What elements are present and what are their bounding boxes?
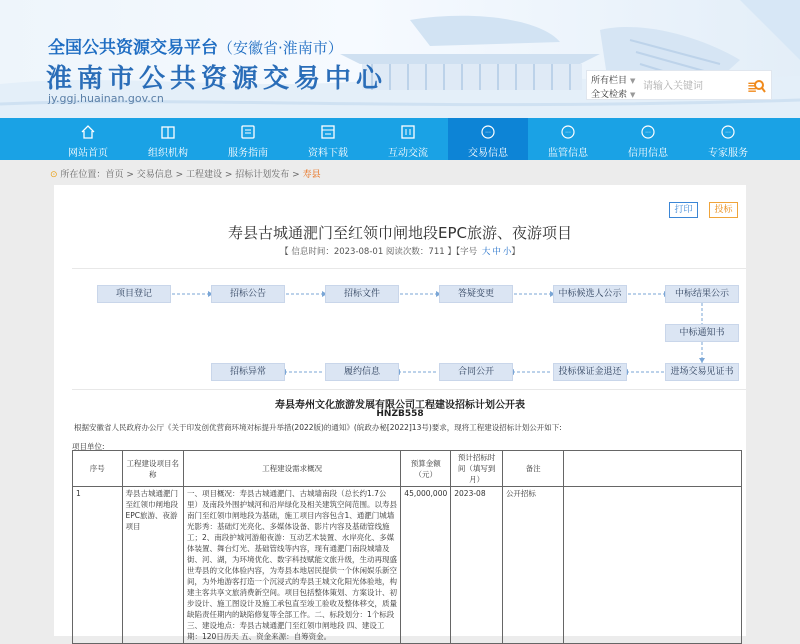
flow-step-witness-cert[interactable]: 进场交易见证书	[665, 363, 739, 381]
nav-label: 组织机构	[148, 148, 188, 159]
platform-title	[48, 33, 343, 58]
nav-label: 资料下载	[308, 148, 348, 159]
nav-label: 信用信息	[628, 148, 668, 159]
search-input[interactable]	[643, 77, 743, 95]
breadcrumb-link-home[interactable]: 首页	[105, 170, 124, 180]
bid-button[interactable]: 投标	[709, 202, 738, 218]
nav-item-trade-info[interactable]	[448, 118, 528, 160]
chevron-down-icon: ▼	[630, 91, 636, 99]
search-button[interactable]	[744, 74, 768, 98]
center-name: 淮南市公共资源交易中心	[46, 64, 388, 94]
project-unit-label: 项目单位:	[72, 442, 105, 451]
home-icon	[80, 124, 96, 140]
flow-step-registration[interactable]: 项目登记	[97, 285, 171, 303]
guide-icon	[240, 124, 256, 140]
cell-empty	[564, 487, 742, 644]
nav-label: 交易信息	[468, 148, 508, 159]
meta-info: 【 信息时间：2023-08-01 阅读次数：711 】【字号	[280, 247, 478, 257]
nav-item-download[interactable]	[288, 118, 368, 160]
nav-item-guide[interactable]	[208, 118, 288, 160]
cell-amount: 45,000,000	[401, 487, 451, 644]
nav-item-supervision[interactable]	[528, 118, 608, 160]
chevron-down-icon: ▼	[630, 77, 636, 85]
breadcrumb	[50, 167, 321, 180]
nav-label: 网站首页	[68, 148, 108, 159]
breadcrumb-link-trade-info[interactable]: 交易信息	[136, 170, 173, 180]
search-mode-select[interactable]	[591, 87, 635, 100]
flow-step-qa-change[interactable]: 答疑变更	[439, 285, 513, 303]
svg-text:···: ···	[485, 129, 491, 137]
supervision-icon	[560, 124, 576, 140]
cell-name: 寿县古城通淝门至红领巾闸地段EPC旅游、夜游项目	[122, 487, 183, 644]
search-box	[586, 70, 772, 100]
credit-icon	[640, 124, 656, 140]
font-size-medium[interactable]: 中	[492, 247, 501, 257]
column-header-empty	[564, 451, 742, 487]
flow-step-contract[interactable]: 合同公开	[439, 363, 513, 381]
location-pin-icon: ⊙	[50, 170, 58, 180]
site-header	[0, 0, 800, 118]
flow-step-anomaly[interactable]: 招标异常	[211, 363, 285, 381]
document-title: 寿县寿州文化旅游发展有限公司工程建设招标计划公开表	[275, 400, 525, 411]
organization-icon	[160, 124, 176, 140]
breadcrumb-separator: >	[289, 170, 303, 180]
article-meta	[54, 245, 746, 257]
breadcrumb-current[interactable]: 寿县	[302, 170, 321, 180]
column-header: 备注	[502, 451, 563, 487]
table-row	[73, 487, 742, 644]
nav-label: 互动交流	[388, 148, 428, 159]
svg-text:···: ···	[645, 129, 651, 137]
nav-label: 监管信息	[548, 148, 588, 159]
nav-label: 服务指南	[228, 148, 268, 159]
breadcrumb-separator: >	[222, 170, 236, 180]
svg-text:···: ···	[725, 129, 731, 137]
column-header: 工程建设项目名称	[122, 451, 183, 487]
nav-item-organization[interactable]	[128, 118, 208, 160]
search-icon	[746, 76, 766, 96]
cell-desc: 一、项目概况：寿县古城通淝门、古城墙南段（总长约1.7公里）及南段外围护城河和沿岸绿化及相关建筑空间范围。以寿县南门至红领巾闸地段为基础，施工项目内容包含1、通淝门城墙光影秀：基础灯光亮化、多媒体设备、影片内容及基础管线施工；2、南段护城河游船夜游：互动艺术装置、水岸亮化、多媒体装置、舞台灯光、基础管线等内容，现有通淝门南段城墙及街、河、湖，为环境优化、数字科技赋能文旅升级，生动再现盛世寿县的文化体验内容，为寿县本地居民提供一个休闲娱乐新空间，为外地游客打造一个沉浸式的寿县王城文化阳光体验地，构建主客共享文旅消费新空间。项目包括整体策划、方案设计、初步设计、施工图设计及施工承包直至竣工验收及整体移交，质量缺陷责任期内的缺陷修复等全部工作。二、标段划分：1个标段 三、建设地点：寿县古城通淝门至红领巾闸地段 四、建设工期：120日历天 五、资金来源：自筹资金。	[183, 487, 400, 644]
print-button[interactable]: 打印	[669, 202, 698, 218]
flow-step-candidate-notice[interactable]: 中标候选人公示	[553, 285, 627, 303]
breadcrumb-prefix: 所在位置：	[60, 170, 106, 180]
table-header-row	[73, 451, 742, 487]
search-scope-select[interactable]	[591, 73, 635, 86]
search-mode-value: 全文检索	[591, 90, 628, 100]
interaction-icon	[400, 124, 416, 140]
document-code: HNZB558	[376, 409, 424, 419]
column-header: 工程建设需求概况	[183, 451, 400, 487]
cell-note: 公开招标	[502, 487, 563, 644]
nav-item-credit[interactable]	[608, 118, 688, 160]
main-nav	[0, 118, 800, 160]
expert-icon	[720, 124, 736, 140]
font-size-small[interactable]: 小	[502, 247, 512, 257]
svg-text:···: ···	[565, 129, 571, 137]
flow-step-tender-file[interactable]: 招标文件	[325, 285, 399, 303]
meta-suffix: 】	[511, 247, 520, 257]
flow-step-result-notice[interactable]: 中标结果公示	[665, 285, 739, 303]
flow-step-award-letter[interactable]: 中标通知书	[665, 324, 739, 342]
tender-plan-table	[72, 450, 742, 644]
breadcrumb-separator: >	[123, 170, 137, 180]
nav-item-expert[interactable]	[688, 118, 768, 160]
font-size-large[interactable]: 大	[481, 247, 491, 257]
flow-step-performance[interactable]: 履约信息	[325, 363, 399, 381]
platform-title-text: 全国公共资源交易平台	[48, 38, 218, 58]
trade-info-icon	[480, 124, 496, 140]
cell-seq: 1	[73, 487, 123, 644]
site-domain: jy.ggj.huainan.gov.cn	[48, 92, 164, 105]
column-header: 预计招标时间（填写到月）	[451, 451, 503, 487]
article-panel	[54, 185, 746, 641]
process-flow	[72, 268, 746, 390]
column-header: 序号	[73, 451, 123, 487]
download-icon	[320, 124, 336, 140]
breadcrumb-link-plan[interactable]: 招标计划发布	[235, 170, 290, 180]
breadcrumb-link-engineering[interactable]: 工程建设	[186, 170, 223, 180]
svg-text:≣: ≣	[747, 80, 758, 94]
nav-label: 专家服务	[708, 148, 748, 159]
flow-step-tender-notice[interactable]: 招标公告	[211, 285, 285, 303]
breadcrumb-separator: >	[172, 170, 186, 180]
flow-connectors	[72, 269, 746, 391]
column-header: 预算金额（元）	[401, 451, 451, 487]
search-scope-value: 所有栏目	[591, 76, 628, 86]
article-title: 寿县古城通淝门至红领巾闸地段EPC旅游、夜游项目	[228, 224, 572, 242]
flow-step-deposit-refund[interactable]: 投标保证金退还	[553, 363, 627, 381]
document-intro: 根据安徽省人民政府办公厅《关于印发创优营商环境对标提升举措(2022版)的通知》(皖政办秘[2022]13号)要求，现将工程建设招标计划公开如下:	[74, 423, 562, 432]
nav-item-home[interactable]	[48, 118, 128, 160]
nav-item-interaction[interactable]	[368, 118, 448, 160]
platform-region: （安徽省·淮南市）	[218, 39, 343, 57]
cell-time: 2023-08	[451, 487, 503, 644]
